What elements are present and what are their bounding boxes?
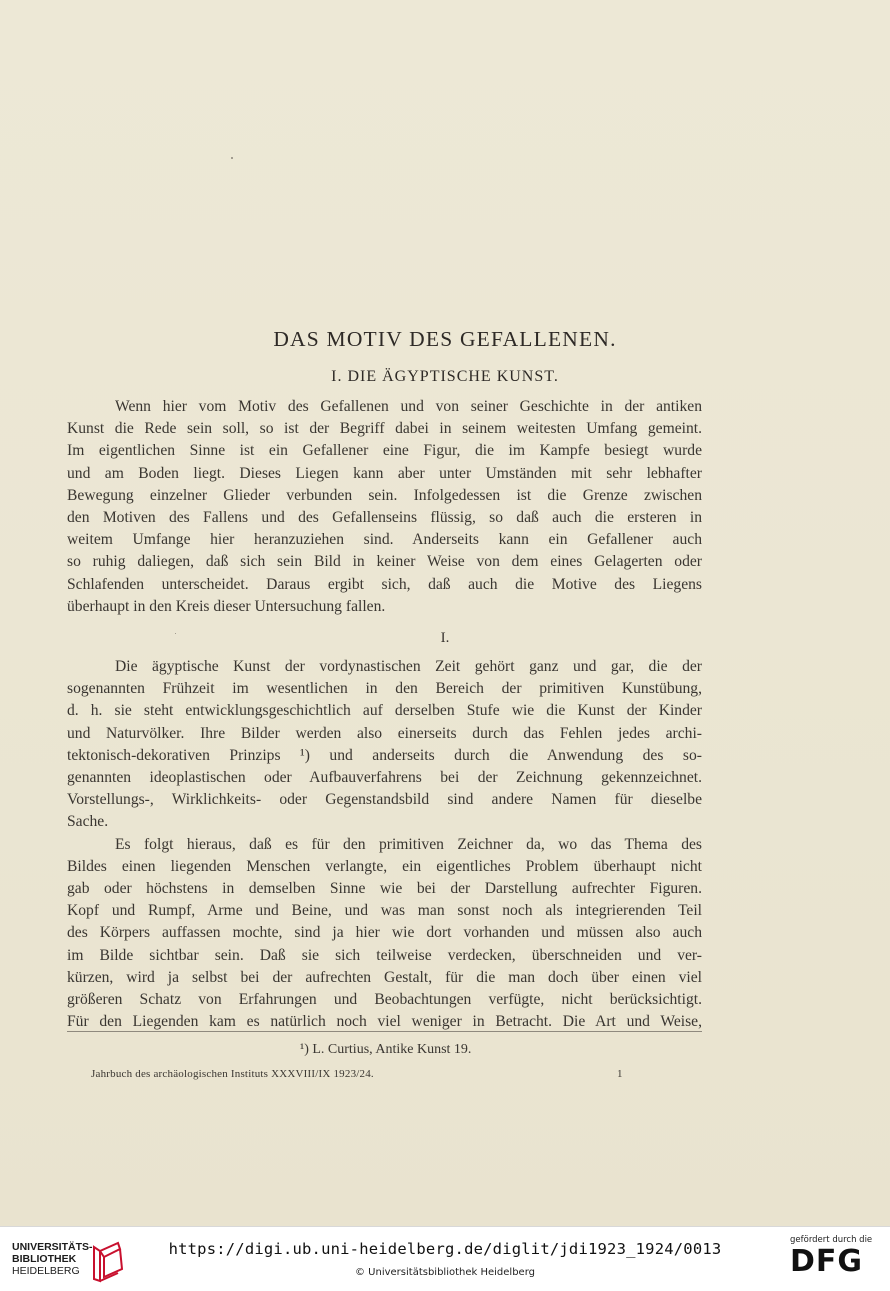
text-line: d. h. sie steht entwicklungsgeschichtlich auf derselben Stufe wie die Kunst der Kinder xyxy=(67,702,702,720)
text-line: und Naturvölker. Ihre Bilder werden also einerseits durch das Fehlen jedes archi- xyxy=(67,724,702,742)
journal-reference: Jahrbuch des archäologischen Instituts XXXVIII/IX 1923/24. xyxy=(91,1068,374,1080)
text-line: größeren Schatz von Erfahrungen und Beobachtungen verfügte, nicht berücksichtigt. xyxy=(67,991,702,1009)
intro-paragraph xyxy=(67,396,702,618)
text-line: Schlafenden unterscheidet. Daraus ergibt sich, daß auch die Motive des Liegens xyxy=(67,575,702,593)
library-name-line2: BIBLIOTHEK xyxy=(12,1253,77,1265)
text-line: kürzen, wird ja selbst bei der aufrechten Gestalt, für die man doch über einen viel xyxy=(67,968,702,986)
text-line: gab oder höchstens in demselben Sinne wie bei der Darstellung aufrechter Figuren. xyxy=(67,880,702,898)
text-line: Im eigentlichen Sinne ist ein Gefallener eine Figur, die im Kampfe besiegt wurde xyxy=(67,442,702,460)
article-title: DAS MOTIV DES GEFALLENEN. xyxy=(273,327,617,351)
text-line: Bewegung einzelner Glieder verbunden sein. Infolgedessen ist die Grenze zwischen xyxy=(67,486,702,504)
text-line: weitem Umfange hier heranzuziehen sind. Anderseits kann ein Gefallener auch xyxy=(67,531,702,549)
page-number: 1 xyxy=(617,1068,623,1080)
footnote-divider xyxy=(67,1031,702,1032)
text-line: Es folgt hieraus, daß es für den primitiven Zeichner da, wo das Thema des xyxy=(115,835,702,853)
text-line: Für den Liegenden kam es natürlich noch viel weniger in Betracht. Die Art und Weise, xyxy=(67,1013,702,1031)
text-line: Wenn hier vom Motiv des Gefallenen und von seiner Geschichte in der antiken xyxy=(115,398,702,415)
viewer-footer xyxy=(0,1226,890,1291)
body-paragraphs xyxy=(67,656,702,1033)
permalink-url[interactable]: https://digi.ub.uni-heidelberg.de/diglit/jdi1923_1924/0013 xyxy=(168,1240,722,1258)
copyright-notice: © Universitätsbibliothek Heidelberg xyxy=(354,1267,535,1278)
text-line: überhaupt in den Kreis dieser Untersuchung fallen. xyxy=(67,597,386,615)
dfg-logo[interactable]: DFG xyxy=(790,1244,864,1279)
section-number: I. xyxy=(440,630,450,646)
text-line: des Körpers auffassen mochte, sind ja hier wie dort vorhanden und müssen also auch xyxy=(67,924,702,942)
text-line: Sache. xyxy=(67,813,109,831)
text-line: im Bilde sichtbar sein. Daß sie sich teilweise verdecken, überschneiden und ver- xyxy=(67,946,702,964)
text-line: genannten ideoplastischen oder Aufbauverfahrens bei der Zeichnung gekennzeichnet. xyxy=(67,769,702,787)
text-line: Kunst die Rede sein soll, so ist der Begriff dabei in seinem weitesten Umfang gemeint. xyxy=(67,420,702,438)
library-name-line3: HEIDELBERG xyxy=(12,1265,80,1277)
text-line: Bildes einen liegenden Menschen verlangte, ein eigentliches Problem überhaupt nicht xyxy=(67,857,702,875)
footnote: ¹) L. Curtius, Antike Kunst 19. xyxy=(300,1042,472,1057)
article-subtitle: I. DIE ÄGYPTISCHE KUNST. xyxy=(331,368,559,385)
text-line: den Motiven des Fallens und des Gefallenseins flüssig, so daß auch die ersteren in xyxy=(67,509,702,527)
text-line: Kopf und Rumpf, Arme und Beine, und was man sonst noch als integrierenden Teil xyxy=(67,902,702,920)
text-line: tektonisch-dekorativen Prinzips ¹) und anderseits durch die Anwendung des so- xyxy=(67,746,702,764)
paper-speck xyxy=(231,157,233,159)
text-line: so ruhig daliegen, daß sich sein Bild in keiner Weise von dem eines Gelagerten oder xyxy=(67,553,702,571)
text-line: Vorstellungs-, Wirklichkeits- oder Gegenstandsbild sind andere Namen für dieselbe xyxy=(67,791,702,809)
text-line: Die ägyptische Kunst der vordynastischen Zeit gehört ganz und gar, die der xyxy=(115,658,702,675)
text-line: und am Boden liegt. Dieses Liegen kann aber unter Umständen mit sehr lebhafter xyxy=(67,464,702,482)
text-line: sogenannten Frühzeit im wesentlichen in den Bereich der primitiven Kunstübung, xyxy=(67,680,702,698)
library-name-line1: UNIVERSITÄTS- xyxy=(12,1241,93,1253)
funding-note: gefördert durch die xyxy=(790,1235,873,1245)
